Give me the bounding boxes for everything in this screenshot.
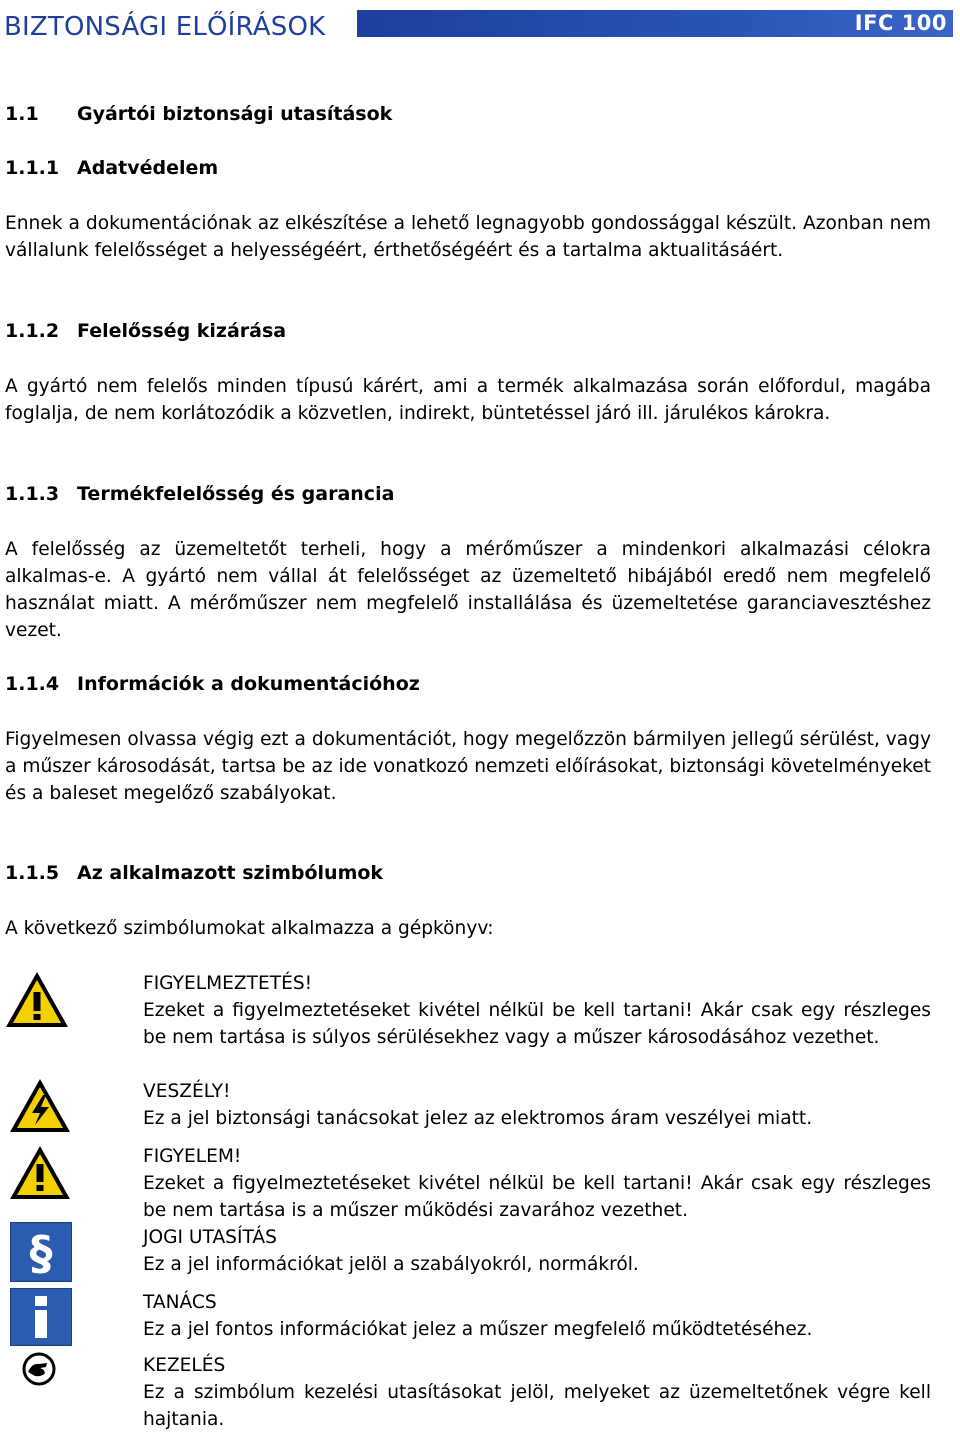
section-number: 1.1.1	[5, 157, 60, 179]
subsection-heading	[5, 157, 218, 179]
handling-icon	[20, 1352, 58, 1390]
model-name: IFC 100	[854, 11, 947, 35]
page-header-title: BIZTONSÁGI ELŐÍRÁSOK	[4, 12, 326, 42]
paragraph: A következő szimbólumokat alkalmazza a gépkönyv:	[5, 918, 494, 939]
symbol-entry	[143, 1078, 931, 1132]
symbol-title: FIGYELEM!	[143, 1146, 242, 1167]
symbol-title: JOGI UTASÍTÁS	[143, 1227, 277, 1248]
electric-hazard-icon	[8, 1077, 72, 1139]
svg-text:§: §	[29, 1226, 53, 1280]
section-title: Termékfelelősség és garancia	[77, 483, 395, 505]
legal-paragraph-icon	[10, 1222, 72, 1286]
section-title: Az alkalmazott szimbólumok	[77, 862, 384, 884]
subsection-heading	[5, 320, 286, 342]
section-number: 1.1.2	[5, 320, 60, 342]
section-number: 1.1.4	[5, 673, 60, 695]
symbol-description: Ez a jel fontos információkat jelez a műszer megfelelő működtetéséhez.	[143, 1319, 813, 1340]
subsection-heading	[5, 862, 383, 884]
section-title: Felelősség kizárása	[77, 320, 287, 342]
section-number: 1.1	[5, 103, 39, 125]
section-title: Információk a dokumentációhoz	[77, 673, 420, 695]
symbol-title: TANÁCS	[143, 1292, 217, 1313]
section-number: 1.1.3	[5, 483, 60, 505]
paragraph: A felelősség az üzemeltetőt terheli, hogy a mérőműszer a mindenkori alkalmazási célokra alkalmas-e. A gyártó nem vállal át felelősséget az üzemeltető hibájából eredő nem megfelelő használat miatt. A mérőműszer nem megfelelő installálása és üzemeltetése garanciavesztéshez vezet.	[5, 539, 931, 641]
symbol-description: Ezeket a figyelmeztetéseket kivétel nélkül be kell tartani! Akár csak egy részleges be nem tartása is a műszer működési zavarához vezethet.	[143, 1173, 931, 1221]
symbol-title: KEZELÉS	[143, 1355, 226, 1376]
symbol-entry	[143, 1224, 931, 1278]
symbol-entry	[143, 970, 931, 1051]
section-title: Adatvédelem	[77, 157, 219, 179]
section-number: 1.1.5	[5, 862, 60, 884]
symbol-entry	[143, 1143, 931, 1224]
paragraph: A gyártó nem felelős minden típusú kárért, ami a termék alkalmazása során előfordul, magába foglalja, de nem korlátozódik a közvetlen, indirekt, büntetéssel járó ill. járulékos károkra.	[5, 376, 931, 424]
symbol-title: FIGYELMEZTETÉS!	[143, 973, 313, 994]
symbol-description: Ez a jel információkat jelöl a szabályokról, normákról.	[143, 1254, 639, 1275]
symbol-description: Ez a szimbólum kezelési utasításokat jelöl, melyeket az üzemeltetőnek végre kell hajtania.	[143, 1382, 931, 1430]
subsection-heading	[5, 673, 420, 695]
symbol-description: Ez a jel biztonsági tanácsokat jelez az elektromos áram veszélyei miatt.	[143, 1108, 813, 1129]
symbol-entry	[143, 1352, 931, 1433]
caution-triangle-icon	[8, 1144, 72, 1206]
subsection-heading	[5, 483, 394, 505]
symbol-title: VESZÉLY!	[143, 1081, 231, 1102]
symbol-description: Ezeket a figyelmeztetéseket kivétel nélkül be kell tartani! Akár csak egy részleges be nem tartása is súlyos sérülésekhez vagy a műszer károsodásához vezethet.	[143, 1000, 931, 1048]
paragraph: Ennek a dokumentációnak az elkészítése a lehető legnagyobb gondossággal készült. Azonban nem vállalunk felelősséget a helyességéért, érthetőségéért és a tartalma aktualitásáért.	[5, 213, 931, 261]
info-icon	[10, 1288, 72, 1350]
section-heading	[5, 103, 392, 125]
paragraph: Figyelmesen olvassa végig ezt a dokumentációt, hogy megelőzzön bármilyen jellegű sérülést, vagy a műszer károsodását, tartsa be az ide vonatkozó nemzeti előírásokat, biztonsági követelményeket és a baleset megelőző szabályokat.	[5, 729, 931, 804]
warning-triangle-icon	[4, 970, 70, 1034]
section-title: Gyártói biztonsági utasítások	[77, 103, 393, 125]
symbol-entry	[143, 1289, 931, 1343]
header-bar	[357, 10, 953, 37]
